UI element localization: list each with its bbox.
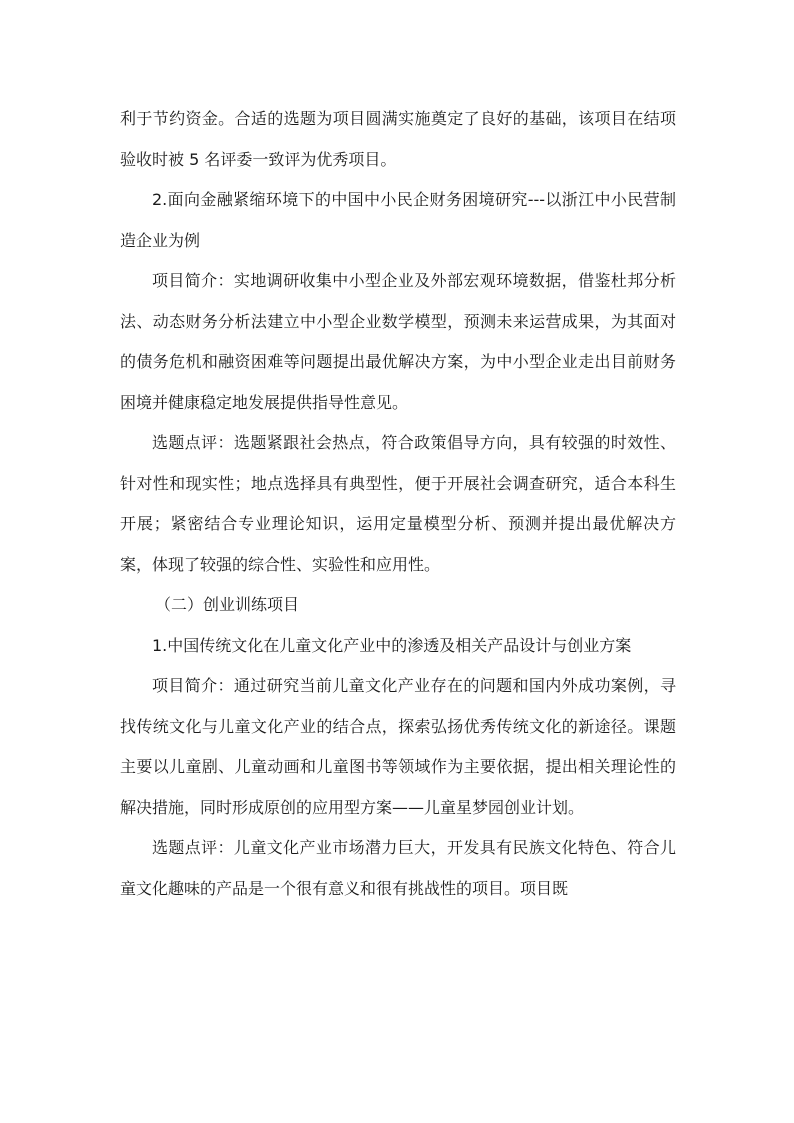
project-summary: 项目简介：通过研究当前儿童文化产业存在的问题和国内外成功案例，寻找传统文化与儿童文化产业的结合点，探索弘扬优秀传统文化的新途径。课题主要以儿童剧、儿童动画和儿童图书等领域作为主要依据，提出相关理论性的解决措施，同时形成原创的应用型方案——儿童星梦园创业计划。 (120, 676, 676, 817)
project-title-1: 1.中国传统文化在儿童文化产业中的渗透及相关产品设计与创业方案 (152, 635, 632, 655)
paragraph-continuation: 利于节约资金。合适的选题为项目圆满实施奠定了良好的基础，该项目在结项验收时被 5 名评委一致评为优秀项目。 (120, 109, 676, 169)
section-heading: （二）创业训练项目 (155, 595, 300, 614)
document-body (120, 99, 676, 909)
topic-review: 选题点评：选题紧跟社会热点，符合政策倡导方向，具有较强的时效性、针对性和现实性；地点选择具有典型性，便于开展社会调查研究，适合本科生开展；紧密结合专业理论知识，运用定量模型分析、预测并提出最优解决方案，体现了较强的综合性、实验性和应用性。 (120, 433, 676, 574)
project-summary: 项目简介：实地调研收集中小型企业及外部宏观环境数据，借鉴杜邦分析法、动态财务分析法建立中小型企业数学模型，预测未来运营成果，为其面对的债务危机和融资困难等问题提出最优解决方案，为中小型企业走出目前财务困境并健康稳定地发展提供指导性意见。 (120, 271, 676, 412)
project-title-2: 2.面向金融紧缩环境下的中国中小民企财务困境研究---以浙江中小民营制造企业为例 (120, 190, 676, 250)
topic-review: 选题点评：儿童文化产业市场潜力巨大，开发具有民族文化特色、符合儿童文化趣味的产品是一个很有意义和很有挑战性的项目。项目既 (120, 838, 676, 898)
